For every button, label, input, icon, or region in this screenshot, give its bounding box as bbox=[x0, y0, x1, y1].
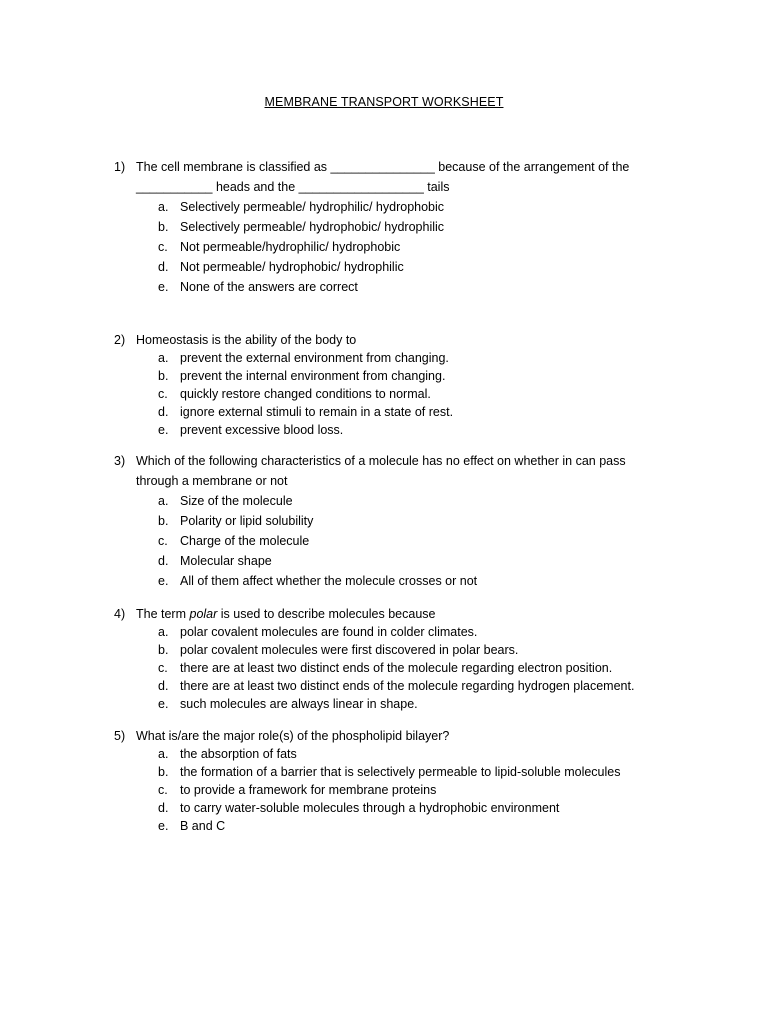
answer-option bbox=[114, 495, 674, 515]
option-text: All of them affect whether the molecule crosses or not bbox=[180, 574, 478, 588]
option-letter: c. bbox=[158, 240, 168, 254]
question-5 bbox=[114, 730, 674, 838]
option-letter: c. bbox=[158, 387, 168, 401]
question-line bbox=[114, 181, 674, 201]
answer-option bbox=[114, 644, 674, 662]
option-text: there are at least two distinct ends of the molecule regarding hydrogen placement. bbox=[180, 679, 635, 693]
option-letter: a. bbox=[158, 351, 169, 365]
answer-option bbox=[114, 241, 674, 261]
option-letter: b. bbox=[158, 369, 169, 383]
option-text: Not permeable/hydrophilic/ hydrophobic bbox=[180, 240, 401, 254]
question-text-continued: ___________ heads and the __________________ tails bbox=[136, 180, 450, 194]
option-text: there are at least two distinct ends of the molecule regarding electron position. bbox=[180, 661, 613, 675]
question-text: The cell membrane is classified as _______________ because of the arrangement of the bbox=[136, 160, 630, 174]
option-letter: d. bbox=[158, 554, 169, 568]
option-text: polar covalent molecules were first discovered in polar bears. bbox=[180, 643, 519, 657]
option-letter: e. bbox=[158, 819, 169, 833]
option-letter: d. bbox=[158, 801, 169, 815]
option-text: quickly restore changed conditions to normal. bbox=[180, 387, 431, 401]
question-text: Homeostasis is the ability of the body to bbox=[136, 333, 357, 347]
option-text: Size of the molecule bbox=[180, 494, 293, 508]
question-text-start: The term bbox=[136, 607, 190, 621]
option-letter: e. bbox=[158, 423, 169, 437]
option-text: Charge of the molecule bbox=[180, 534, 310, 548]
option-text: the absorption of fats bbox=[180, 747, 297, 761]
question-line bbox=[114, 161, 674, 181]
answer-option bbox=[114, 748, 674, 766]
question-line bbox=[114, 475, 674, 495]
question-number: 1) bbox=[114, 160, 126, 174]
answer-option bbox=[114, 802, 674, 820]
question-number: 5) bbox=[114, 729, 126, 743]
option-letter: c. bbox=[158, 661, 168, 675]
option-letter: b. bbox=[158, 514, 169, 528]
answer-option bbox=[114, 698, 674, 716]
option-text: the formation of a barrier that is selectively permeable to lipid-soluble molecules bbox=[180, 765, 621, 779]
option-letter: b. bbox=[158, 765, 169, 779]
option-letter: c. bbox=[158, 783, 168, 797]
answer-option bbox=[114, 406, 674, 424]
question-number: 4) bbox=[114, 607, 126, 621]
option-text: Not permeable/ hydrophobic/ hydrophilic bbox=[180, 260, 404, 274]
answer-option bbox=[114, 388, 674, 406]
answer-option bbox=[114, 555, 674, 575]
page-title: MEMBRANE TRANSPORT WORKSHEET bbox=[264, 95, 504, 109]
answer-option bbox=[114, 281, 674, 301]
option-letter: a. bbox=[158, 494, 169, 508]
option-text: such molecules are always linear in shape. bbox=[180, 697, 418, 711]
question-text: What is/are the major role(s) of the phospholipid bilayer? bbox=[136, 729, 450, 743]
answer-option bbox=[114, 820, 674, 838]
question-line bbox=[114, 455, 674, 475]
question-line bbox=[114, 608, 674, 626]
question-text-end: is used to describe molecules because bbox=[217, 607, 436, 621]
question-number: 3) bbox=[114, 454, 126, 468]
option-text: Selectively permeable/ hydrophobic/ hydrophilic bbox=[180, 220, 445, 234]
option-text: to provide a framework for membrane proteins bbox=[180, 783, 437, 797]
answer-option bbox=[114, 680, 674, 698]
option-letter: e. bbox=[158, 280, 169, 294]
option-letter: a. bbox=[158, 747, 169, 761]
answer-option bbox=[114, 626, 674, 644]
option-text: prevent the external environment from changing. bbox=[180, 351, 449, 365]
option-letter: a. bbox=[158, 200, 169, 214]
answer-option bbox=[114, 662, 674, 680]
option-letter: d. bbox=[158, 679, 169, 693]
question-number: 2) bbox=[114, 333, 126, 347]
answer-option bbox=[114, 515, 674, 535]
answer-option bbox=[114, 261, 674, 281]
answer-option bbox=[114, 201, 674, 221]
answer-option bbox=[114, 352, 674, 370]
answer-option bbox=[114, 370, 674, 388]
option-letter: c. bbox=[158, 534, 168, 548]
option-text: Molecular shape bbox=[180, 554, 272, 568]
question-2 bbox=[114, 334, 674, 442]
question-line bbox=[114, 730, 674, 748]
answer-option bbox=[114, 424, 674, 442]
option-letter: b. bbox=[158, 220, 169, 234]
option-text: B and C bbox=[180, 819, 226, 833]
option-text: prevent excessive blood loss. bbox=[180, 423, 344, 437]
option-letter: b. bbox=[158, 643, 169, 657]
answer-option bbox=[114, 766, 674, 784]
question-text bbox=[136, 608, 435, 622]
option-letter: d. bbox=[158, 260, 169, 274]
option-text: ignore external stimuli to remain in a state of rest. bbox=[180, 405, 454, 419]
option-text: None of the answers are correct bbox=[180, 280, 358, 294]
answer-option bbox=[114, 535, 674, 555]
question-4 bbox=[114, 608, 674, 716]
question-text-continued: through a membrane or not bbox=[136, 474, 288, 488]
question-text: Which of the following characteristics of a molecule has no effect on whether in can pass bbox=[136, 454, 626, 468]
answer-option bbox=[114, 784, 674, 802]
option-text: Selectively permeable/ hydrophilic/ hydrophobic bbox=[180, 200, 445, 214]
option-text: polar covalent molecules are found in colder climates. bbox=[180, 625, 478, 639]
option-text: Polarity or lipid solubility bbox=[180, 514, 314, 528]
option-text: prevent the internal environment from changing. bbox=[180, 369, 446, 383]
question-text-italic-term: polar bbox=[189, 607, 218, 621]
option-letter: a. bbox=[158, 625, 169, 639]
option-text: to carry water-soluble molecules through a hydrophobic environment bbox=[180, 801, 560, 815]
option-letter: d. bbox=[158, 405, 169, 419]
answer-option bbox=[114, 221, 674, 241]
option-letter: e. bbox=[158, 574, 169, 588]
question-line bbox=[114, 334, 674, 352]
question-1 bbox=[114, 161, 674, 301]
answer-option bbox=[114, 575, 674, 595]
option-letter: e. bbox=[158, 697, 169, 711]
question-3 bbox=[114, 455, 674, 595]
